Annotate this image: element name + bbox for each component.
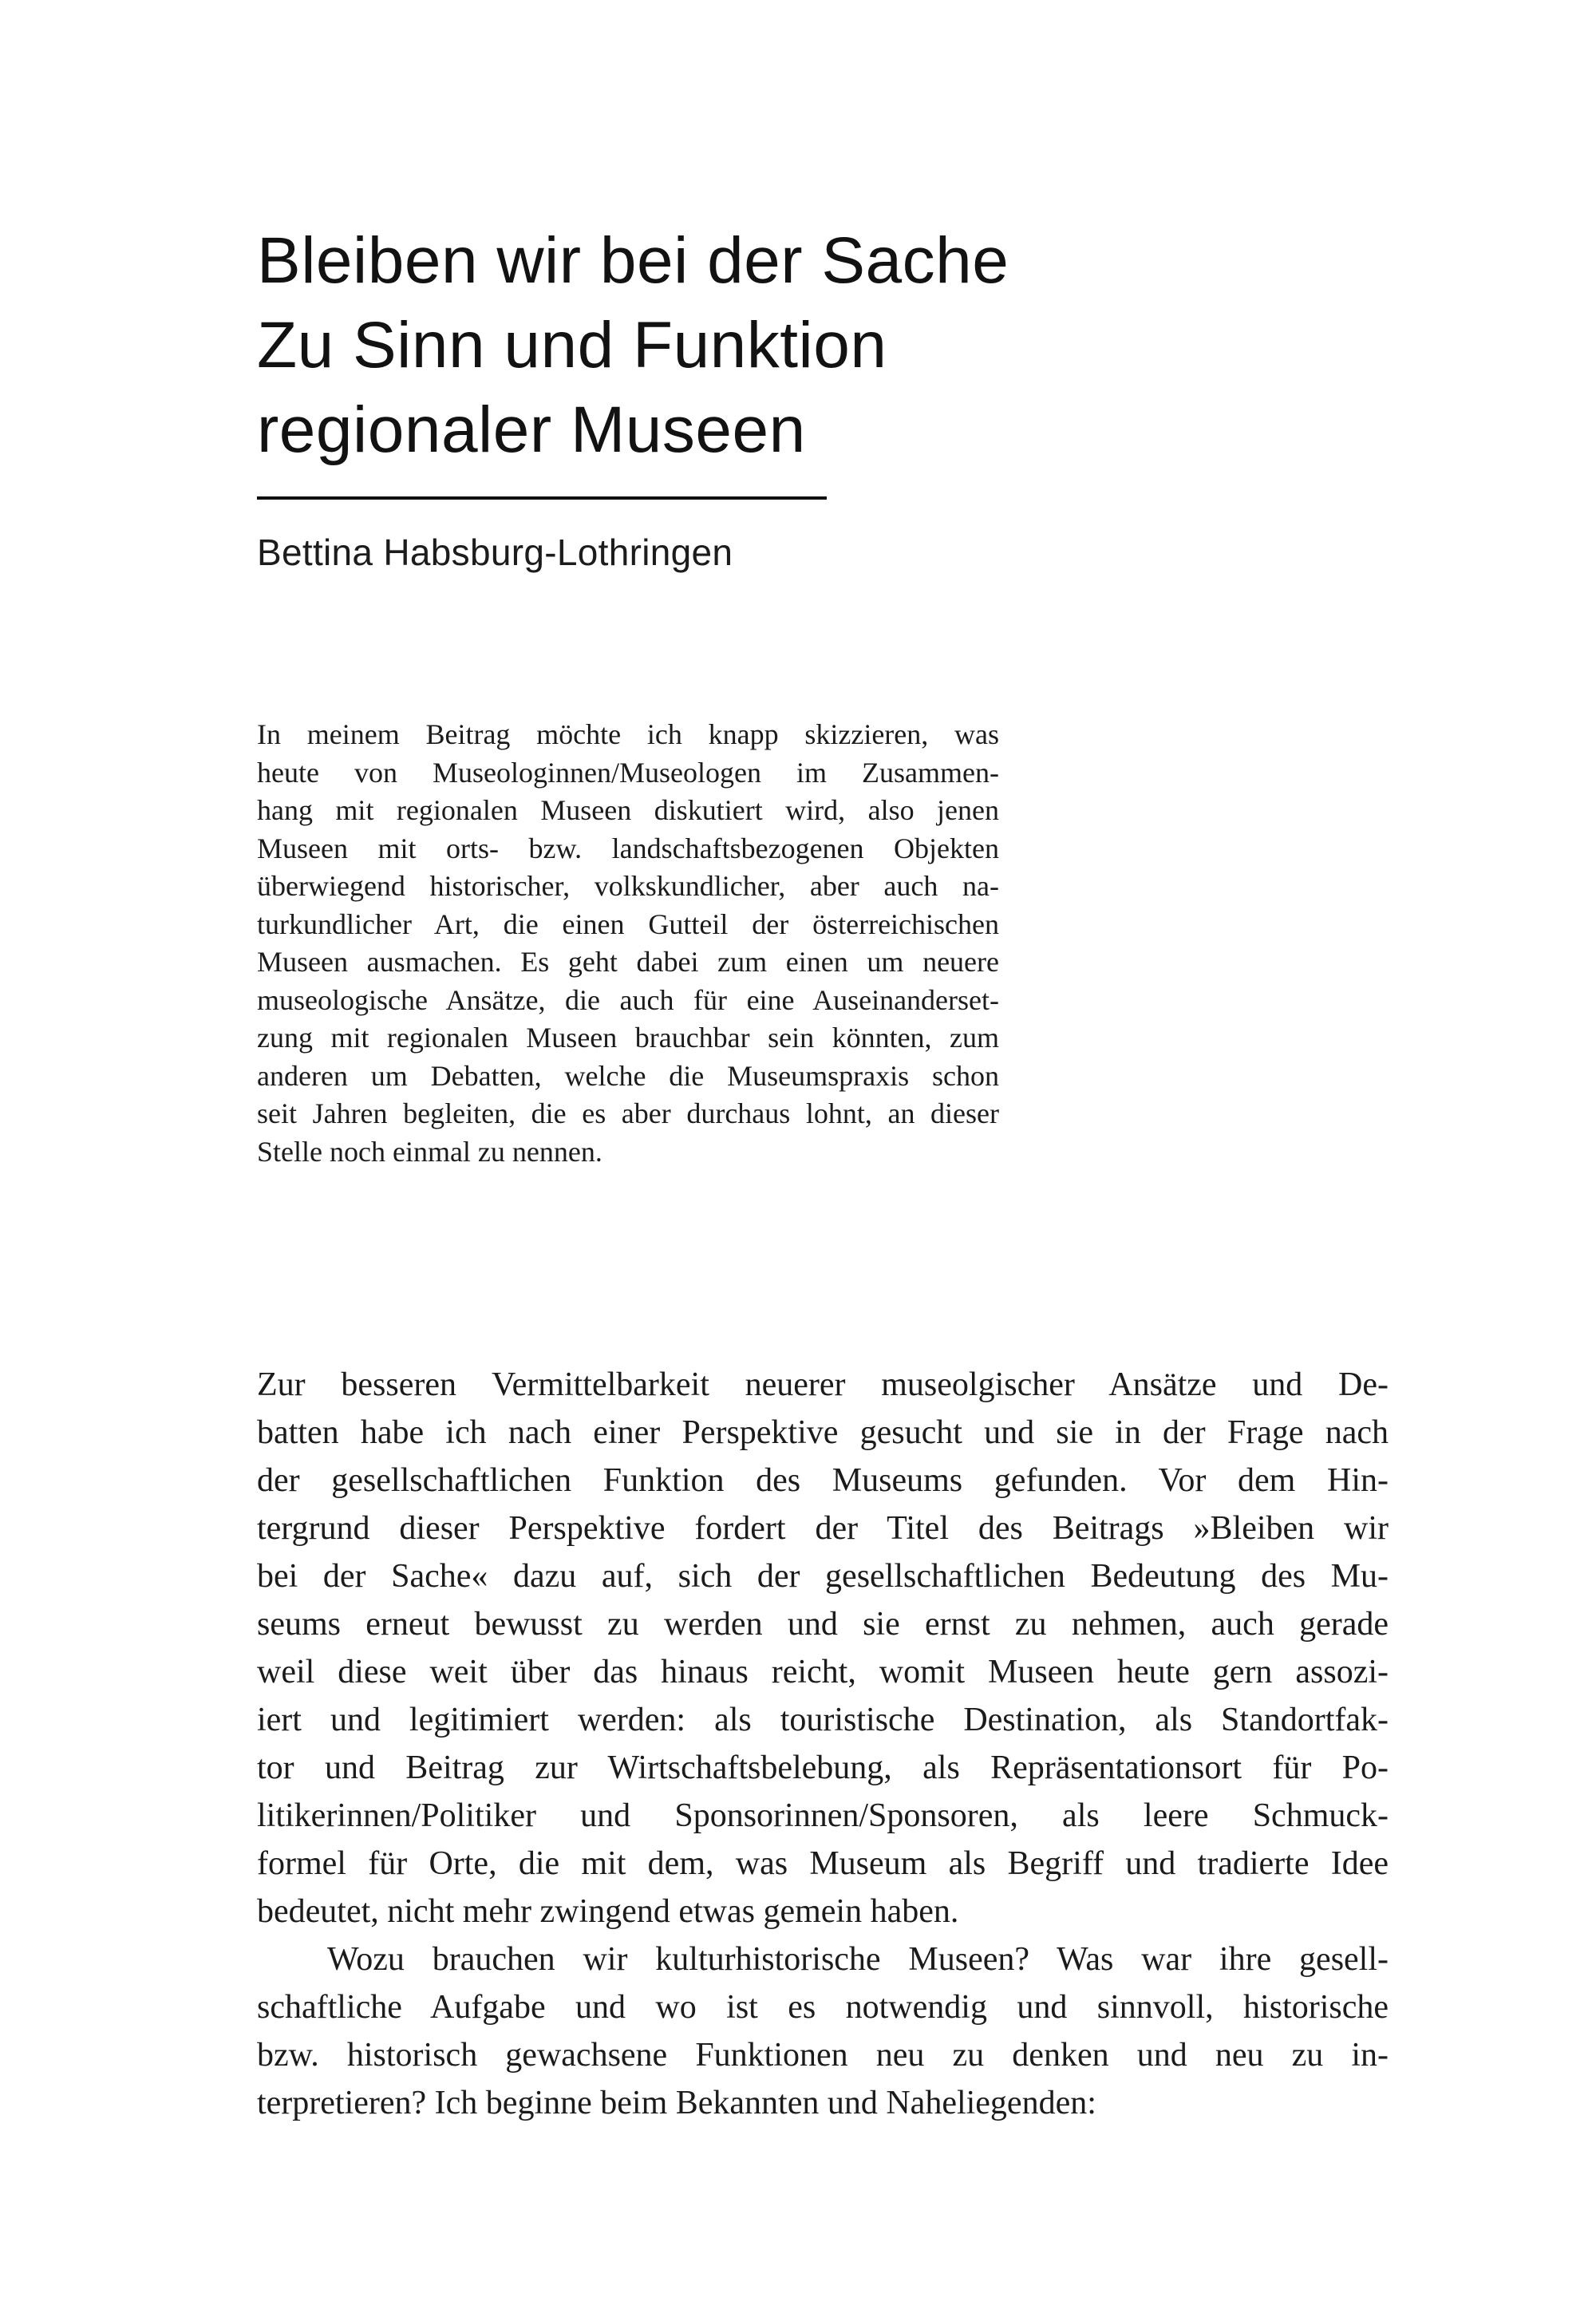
text-line: Zur besseren Vermittelbarkeit neuerer museolgischer Ansätze und De- [257,1366,1389,1403]
text-line: turkundlicher Art, die einen Gutteil der österreichischen [257,907,999,940]
paragraph [257,1935,1389,2127]
text-line: Museen mit orts- bzw. landschaftsbezogenen Objekten [257,832,999,864]
text-line: museologische Ansätze, die auch für eine Auseinanderset- [257,983,999,1016]
text-line: zung mit regionalen Museen brauchbar sein könnten, zum [257,1022,999,1054]
text-line: iert und legitimiert werden: als touristische Destination, als Standortfak- [257,1702,1389,1738]
text-line: bedeutet, nicht mehr zwingend etwas gemein haben. [257,1893,959,1930]
text-line: seit Jahren begleiten, die es aber durchaus lohnt, an dieser [257,1097,999,1129]
text-line: tergrund dieser Perspektive fordert der Titel des Beitrags »Bleiben wir [257,1510,1389,1547]
body-text [257,1361,1389,2127]
author-name: Bettina Habsburg-Lothringen [257,532,733,573]
text-line: schaftliche Aufgabe und wo ist es notwendig und sinnvoll, historische [257,1989,1389,2026]
text-line: seums erneut bewusst zu werden und sie ernst zu nehmen, auch gerade [257,1606,1389,1643]
text-line: batten habe ich nach einer Perspektive gesucht und sie in der Frage nach [257,1414,1389,1451]
text-line: formel für Orte, die mit dem, was Museum als Begriff und tradierte Idee [257,1845,1389,1882]
text-line: bzw. historisch gewachsene Funktionen neu zu denken und neu zu in- [257,2037,1389,2074]
text-line: Wozu brauchen wir kulturhistorische Museen? Was war ihre gesell- [327,1941,1389,1978]
title-line-3: regionaler Museen [257,393,806,466]
text-line: Museen ausmachen. Es geht dabei zum einen um neuere [257,946,999,978]
text-line: hang mit regionalen Museen diskutiert wird, also jenen [257,794,999,826]
title-rule [257,496,827,500]
text-line: tor und Beitrag zur Wirtschaftsbelebung, als Repräsentationsort für Po- [257,1750,1389,1786]
text-line: heute von Museologinnen/Museologen im Zusammen- [257,756,999,789]
text-line: anderen um Debatten, welche die Museumspraxis schon [257,1059,999,1092]
text-line: litikerinnen/Politiker und Sponsorinnen/Sponsoren, als leere Schmuck- [257,1797,1389,1834]
text-line: terpretieren? Ich beginne beim Bekannten und Naheliegenden: [257,2085,1096,2121]
text-line: In meinem Beitrag möchte ich knapp skizzieren, was [257,718,999,750]
text-line: bei der Sache« dazu auf, sich der gesellschaftlichen Bedeutung des Mu- [257,1558,1389,1595]
text-line: der gesellschaftlichen Funktion des Museums gefunden. Vor dem Hin- [257,1462,1389,1499]
title-line-2: Zu Sinn und Funktion [257,309,887,382]
text-line: weil diese weit über das hinaus reicht, womit Museen heute gern assozi- [257,1654,1389,1690]
text-line: überwiegend historischer, volkskundlicher, aber auch na- [257,870,999,902]
paragraph [257,1361,1389,1935]
title-line-1: Bleiben wir bei der Sache [257,224,1009,297]
article-title [257,219,1454,472]
text-line: Stelle noch einmal zu nennen. [257,1135,602,1168]
abstract [257,716,999,1171]
